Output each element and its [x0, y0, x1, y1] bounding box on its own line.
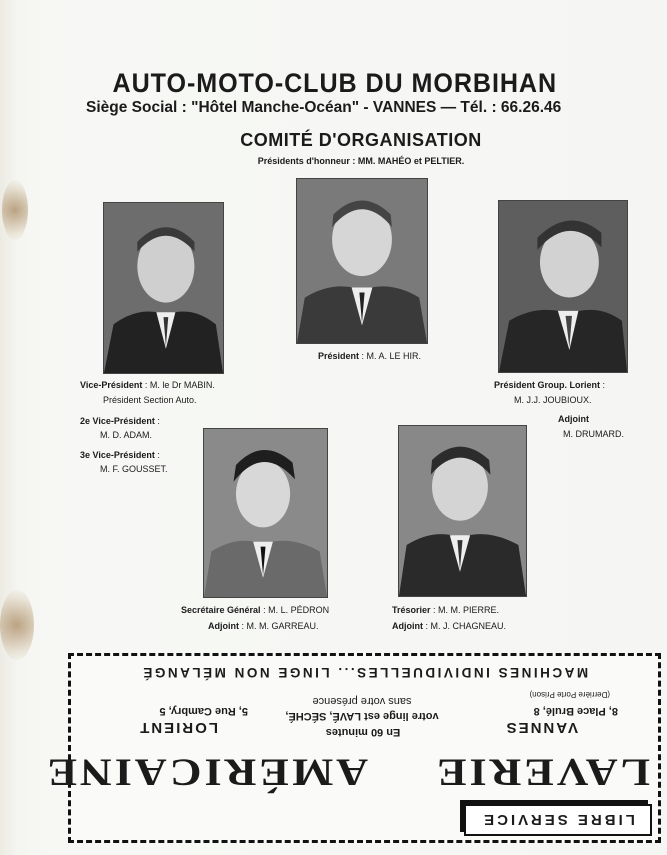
city-vannes: VANNES	[504, 719, 578, 736]
club-title: AUTO-MOTO-CLUB DU MORBIHAN	[112, 68, 558, 98]
caption-president-lorient-name: M. J.J. JOUBIOUX.	[514, 395, 592, 405]
caption-vice-president-3: 3e Vice-Président :	[80, 450, 160, 460]
caption-vice-president-2-name: M. D. ADAM.	[100, 430, 153, 440]
caption-adjoint-lorient-name: M. DRUMARD.	[563, 429, 624, 439]
honor-role: Présidents d'honneur :	[257, 156, 356, 166]
advertisement-rotated-content	[44, 656, 658, 840]
laverie-name: LAVERIE	[434, 750, 650, 795]
caption-vice-president-extra: Président Section Auto.	[103, 395, 197, 405]
ad-slogan: MACHINES INDIVIDUELLES... LINGE NON MÉLANGÉ	[140, 665, 589, 680]
club-address: Siège Social : "Hôtel Manche-Océan" - VANNES — Tél. : 66.26.46	[86, 99, 562, 116]
ad-line-washed: votre linge est LAVÉ, SÉCHÉ,	[285, 710, 439, 722]
honorary-presidents	[0, 156, 667, 166]
paper-stain	[2, 180, 28, 240]
portrait-secretaire	[203, 428, 328, 598]
caption-tresorier-adjoint: Adjoint : M. J. CHAGNEAU.	[392, 621, 507, 631]
portrait-tresorier	[398, 425, 527, 597]
portrait-president-lorient	[498, 200, 628, 373]
portrait-president	[296, 178, 428, 344]
caption-president-lorient: Président Group. Lorient :	[494, 380, 606, 390]
libre-service-badge: LIBRE SERVICE	[464, 804, 652, 836]
paper-stain	[0, 590, 34, 660]
address-note: (Derrière Porte Prison)	[529, 690, 610, 699]
city-lorient: LORIENT	[138, 719, 218, 736]
honor-names: MM. MAHÉO et PELTIER.	[357, 156, 465, 166]
americaine-name: AMÉRICAINE	[44, 750, 368, 795]
caption-vice-president: Vice-Président : M. le Dr MABIN.	[80, 380, 215, 390]
caption-president: Président : M. A. LE HIR.	[318, 351, 422, 361]
caption-vice-president-3-name: M. F. GOUSSET.	[100, 464, 168, 474]
committee-heading: COMITÉ D'ORGANISATION	[240, 130, 482, 150]
address-lorient: 5, Rue Cambry, 5	[159, 705, 248, 717]
ad-line-presence: sans votre présence	[312, 695, 412, 707]
caption-vice-president-2: 2e Vice-Président :	[80, 416, 160, 426]
caption-adjoint-lorient: Adjoint	[558, 414, 589, 424]
caption-secretaire: Secrétaire Général : M. L. PÉDRON	[181, 605, 330, 615]
laverie-advertisement	[44, 653, 661, 843]
portrait-vice-president	[103, 202, 224, 374]
caption-secretaire-adjoint: Adjoint : M. M. GARREAU.	[208, 621, 319, 631]
ad-line-minutes: En 60 minutes	[325, 726, 401, 738]
caption-tresorier: Trésorier : M. M. PIERRE.	[392, 605, 500, 615]
address-vannes: 8, Place Brulé, 8	[533, 705, 618, 717]
